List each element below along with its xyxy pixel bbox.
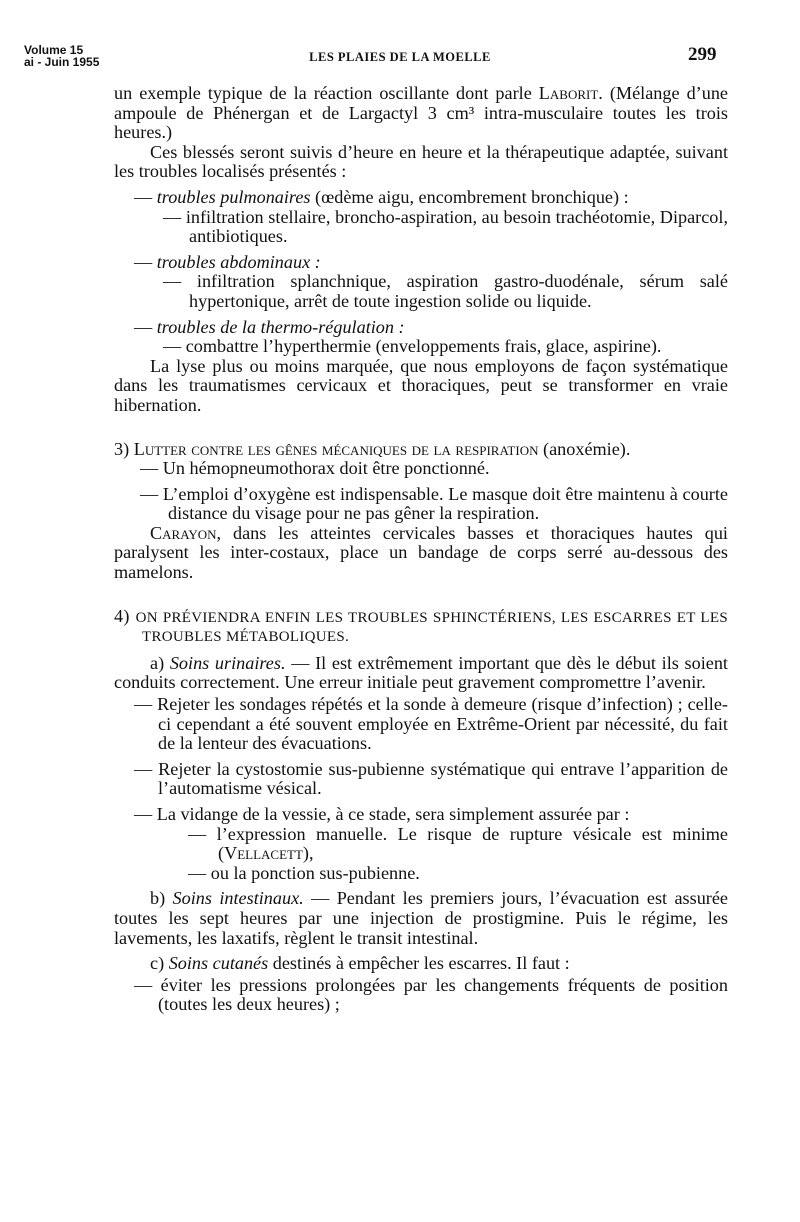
urinaires-sub-item-2: — ou la ponction sus-pubienne. [188,862,420,883]
urinaires-sub-item-1: — l’expression manuelle. Le risque de rupture vésicale est minime (Vellacett), [188,823,728,864]
item-title: troubles abdominaux : [156,251,321,272]
running-title: LES PLAIES DE LA MOELLE [309,50,491,64]
item-title: Soins urinaires. [169,652,286,673]
volume-line-2: ai - Juin 1955 [24,55,100,69]
page-number: 299 [688,44,717,65]
item-title: troubles pulmonaires [156,186,311,207]
author-name: Laborit. [538,83,603,103]
author-name: Carayon, [150,522,222,543]
author-name: Vellacett [224,843,303,864]
list-item-thermoregulation: — troubles de la thermo-régulation : [134,316,405,337]
sub-item-thermoregulation: — combattre l’hyperthermie (enveloppements frais, glace, aspirine). [163,336,662,357]
urinaires-item-3: — La vidange de la vessie, à ce stade, sera simplement assurée par : [134,804,630,824]
list-item-pulmonaires: — troubles pulmonaires (œdème aigu, encombrement bronchique) : [134,186,629,207]
item-title: troubles de la thermo-régulation : [156,316,405,337]
volume-line-1: Volume 15 [24,43,84,57]
section-3-item-1: — Un hémopneumothorax doit être ponctionné. [140,458,490,479]
list-item-abdominaux: — troubles abdominaux : [134,251,321,272]
urinaires-item-2: — Rejeter la cystostomie sus-pubienne systématique qui entrave l’apparition de l’automatisme vésical. [134,758,728,799]
section-4-title: ON PRÉVIENDRA ENFIN LES TROUBLES SPHINCTÉRIENS, LES ESCARRES ET LES TROUBLES MÉTABOLIQUES. [135,609,728,646]
page-body [114,84,728,1015]
cutanes-item-1: — éviter les pressions prolongées par les changements fréquents de position (toutes les deux heures) ; [134,974,728,1015]
paragraph-soins-cutanes: c) Soins cutanés destinés à empêcher les escarres. Il faut : [150,953,570,974]
sub-item-abdominaux: — infiltration splanchnique, aspiration gastro-duodénale, sérum salé hypertonique, arrêt de toute ingestion solide ou liquide. [163,271,728,311]
paragraph-carayon: Carayon, dans les atteintes cervicales basses et thoraciques hautes qui paralysent les inter-costaux, place un bandage de corps serré au-dessous des mamelons. [114,522,728,583]
paragraph-suivi: Ces blessés seront suivis d’heure en heure et la thérapeutique adaptée, suivant les troubles localisés présentés : [114,141,728,182]
paragraph-lyse: La lyse plus ou moins marquée, que nous employons de façon systématique dans les traumatismes cervicaux et thoraciques, peut se transformer en vraie hibernation. [114,355,728,415]
section-3-item-2: — L’emploi d’oxygène est indispensable. Le masque doit être maintenu à courte distance du visage pour ne pas gêner la respiration. [140,483,728,524]
item-title: Soins intestinaux. [172,888,304,909]
paragraph-soins-urinaires: a) Soins urinaires. — Il est extrêmement important que dès le début ils soient conduits correctement. Une erreur initiale peut gravement compromettre l’avenir. [114,652,728,693]
section-3-title: Lutter contre les gênes mécaniques de la respiration [133,438,539,459]
paragraph-soins-intestinaux: b) Soins intestinaux. — Pendant les premiers jours, l’évacuation est assurée toutes les sept heures par une injection de prostigmine. Puis le régime, les lavements, les laxatifs, règlent le transit intestinal. [114,888,728,948]
paragraph-laborit: un exemple typique de la réaction oscillante dont parle Laborit. (Mélange d’une ampoule de Phénergan et de Largactyl 3 cm³ intra-musculaire toutes les trois heures.) [114,83,728,143]
section-4-heading: 4) ON PRÉVIENDRA ENFIN LES TROUBLES SPHINCTÉRIENS, LES ESCARRES ET LES TROUBLES MÉTABOLIQUES. [114,605,728,646]
section-3-heading: 3) Lutter contre les gênes mécaniques de la respiration (anoxémie). [114,438,631,459]
urinaires-item-1: — Rejeter les sondages répétés et la sonde à demeure (risque d’infection) ; celle-ci cependant a été souvent employée en Extrême-Orient par nécessité, du fait de la lenteur des évacuations. [134,694,728,754]
item-title: Soins cutanés [168,953,269,974]
sub-item-pulmonaires: — infiltration stellaire, broncho-aspiration, au besoin trachéotomie, Diparcol, antibiotiques. [163,206,728,247]
